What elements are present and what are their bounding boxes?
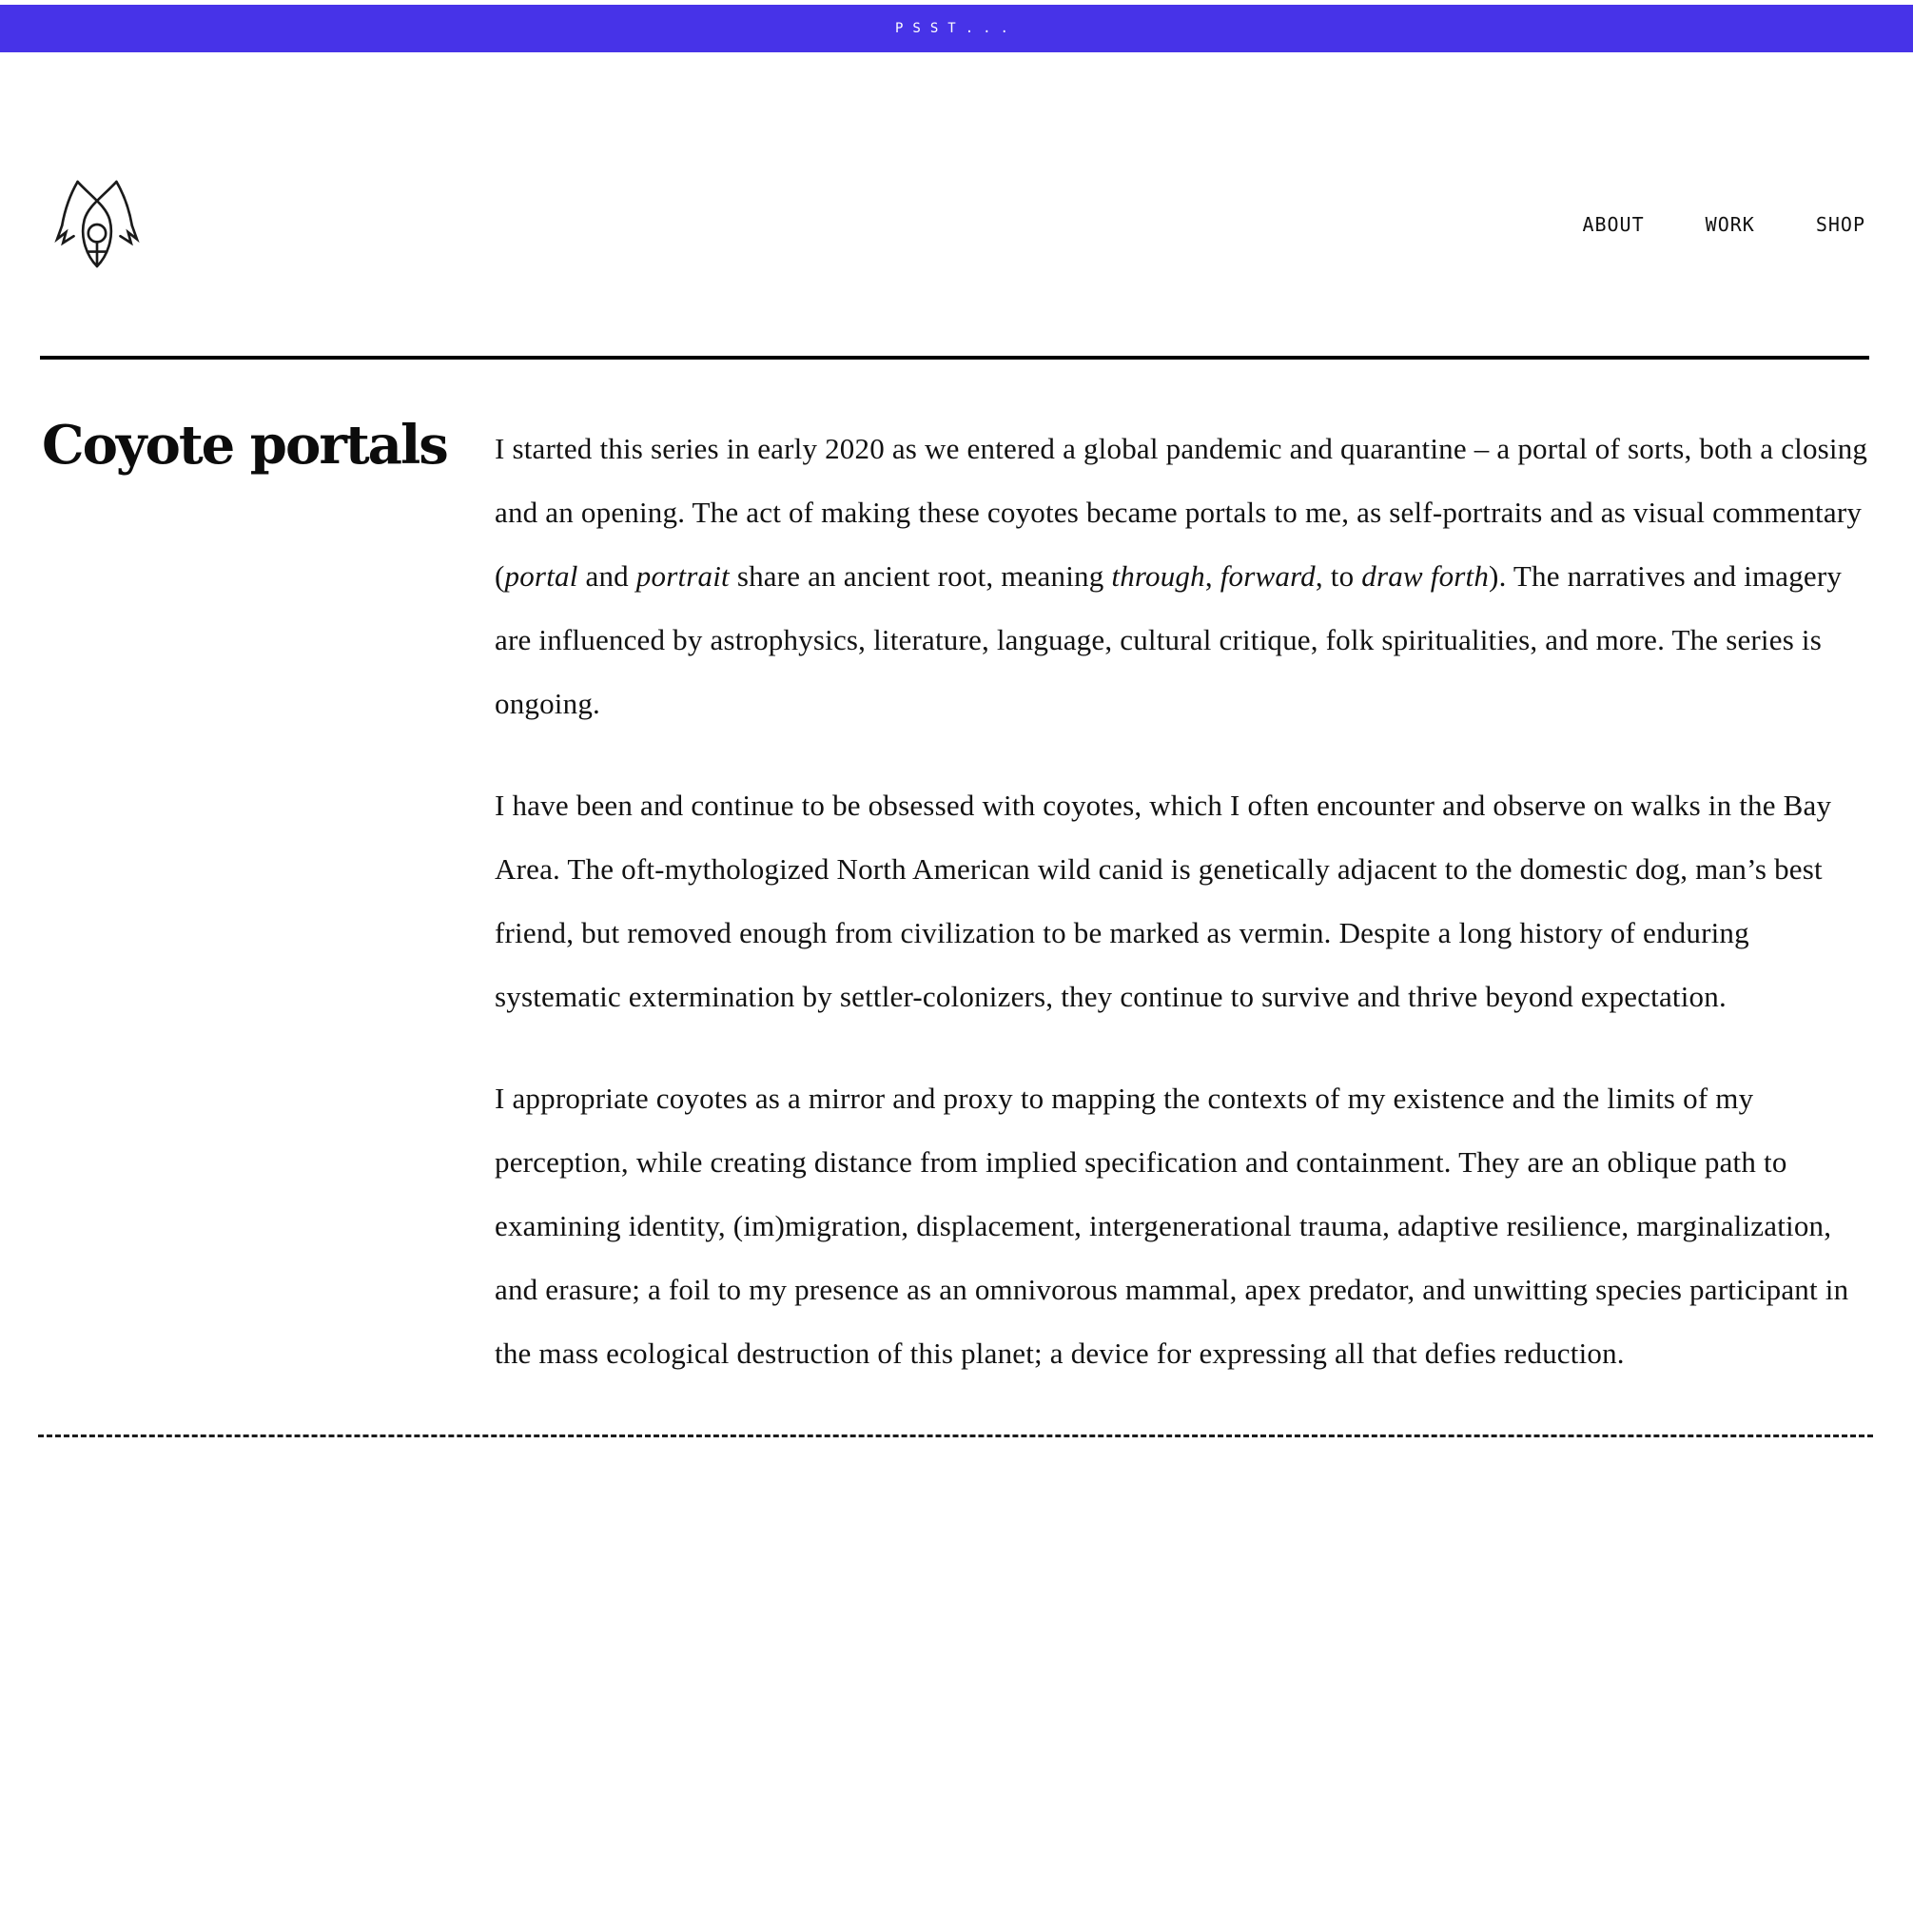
site-logo[interactable] [48, 179, 146, 270]
paragraph-italic-segment: portrait [635, 559, 730, 593]
main-content [0, 414, 1913, 1385]
intro-paragraph-1 [495, 417, 1869, 735]
intro-paragraph-2 [495, 773, 1869, 1028]
body-text-column [495, 417, 1869, 1385]
paragraph-text-segment: share an ancient root, meaning [729, 559, 1112, 593]
paragraph-text-segment: I have been and continue to be obsessed with coyotes, which I often encounter and observe on walks in the Bay Area. The oft-mythologized North American wild canid is genetically adjacent to the domestic dog, man’s best friend, but removed enough from civilization to be marked as vermin. Despite a long history of enduring systematic extermination by settler-colonizers, they continue to survive and thrive beyond expectation. [495, 789, 1832, 1013]
paragraph-text-segment: , to [1315, 559, 1362, 593]
nav-item-shop[interactable]: SHOP [1815, 213, 1865, 236]
main-nav [1582, 213, 1865, 236]
paragraph-text-segment: I appropriate coyotes as a mirror and proxy to mapping the contexts of my existence and the limits of my perception, while creating distance from implied specification and containment. They are an oblique path to examining identity, (im)migration, displacement, intergenerational trauma, adaptive resilience, marginalization, and erasure; a foil to my presence as an omnivorous mammal, apex predator, and unwitting species participant in the mass ecological destruction of this planet; a device for expressing all that defies reduction. [495, 1082, 1849, 1370]
page-title: Coyote portals [42, 414, 447, 477]
header-divider [40, 356, 1869, 360]
site-header [0, 179, 1913, 270]
announcement-bar [0, 5, 1913, 52]
paragraph-text-segment: , [1204, 559, 1220, 593]
paragraph-text-segment: and [577, 559, 636, 593]
section-dashed-divider [38, 1434, 1873, 1437]
nav-item-about[interactable]: ABOUT [1582, 213, 1645, 236]
intro-paragraph-3 [495, 1066, 1869, 1385]
title-column [42, 414, 495, 477]
paragraph-italic-segment: forward [1220, 559, 1316, 593]
paragraph-italic-segment: draw forth [1361, 559, 1490, 593]
coyote-face-with-venus-symbol-icon [48, 179, 146, 270]
paragraph-text-segment: ). The narratives and imagery are influenced by astrophysics, literature, language, cultural critique, folk spiritualities, and more. The series is ongoing. [495, 559, 1843, 720]
paragraph-italic-segment: portal [504, 559, 578, 593]
announcement-link[interactable]: PSST... [894, 21, 1018, 36]
nav-item-work[interactable]: WORK [1705, 213, 1755, 236]
paragraph-text-segment: I started this series in early 2020 as we entered a global pandemic and quarantine – a portal of sorts, both a closing and an opening. The act of making these coyotes became portals to me, as self-portraits and as visual commentary ( [495, 432, 1868, 593]
paragraph-italic-segment: through [1111, 559, 1205, 593]
